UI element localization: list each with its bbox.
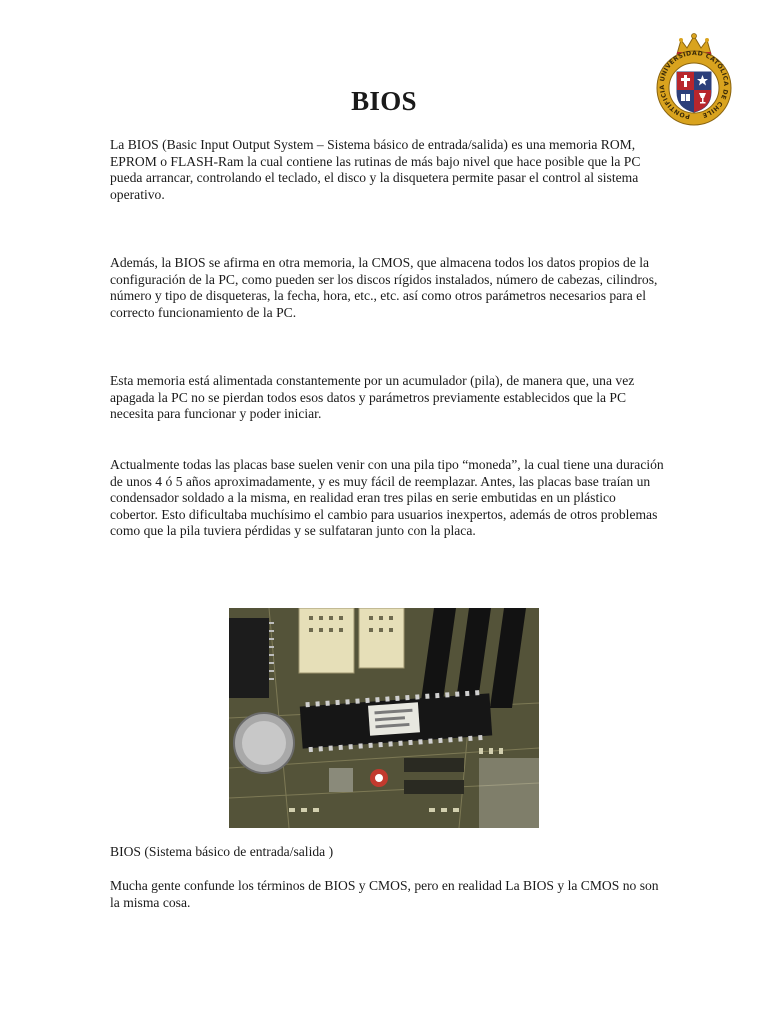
paragraph-bios-vs-cmos: Mucha gente confunde los términos de BIOS y CMOS, pero en realidad La BIOS y la CMOS no son la misma cosa. xyxy=(110,878,659,910)
bios-chip-photo xyxy=(229,608,539,828)
paragraph-bios-definition: La BIOS (Basic Input Output System – Sistema básico de entrada/salida) es una memoria ROM, EPROM o FLASH-Ram la cual contiene las rutinas de más bajo nivel que hace posible que la PC pueda arrancar, controlando el teclado, el disco y la disquetera permite pasar el control al sistema operativo. xyxy=(110,137,641,202)
motherboard-illustration xyxy=(229,608,539,828)
paragraph-coin-battery: Actualmente todas las placas base suelen venir con una pila tipo “moneda”, la cual tiene una duración de unos 4 ó 5 años aproximadamente, y es muy fácil de reemplazar. Antes, las placas base traían un condensador soldado a la misma, en realidad eran tres pilas en serie embutidas en un plástico cobertor. Esto dificultaba muchísimo el cambio para usuarios inexpertos, además de otros problemas como que la pila tuviera pérdidas y se sulfataran junto con la placa. xyxy=(110,457,664,539)
paragraph-battery: Esta memoria está alimentada constantemente por un acumulador (pila), de manera que, una vez apagada la PC no se pierdan todos esos datos y parámetros previamente establecidos que la PC necesita para funcionar y poder iniciar. xyxy=(110,373,635,422)
document-title: BIOS xyxy=(351,86,417,116)
svg-text:PONTIFICIA UNIVERSIDAD CATÓLIC: PONTIFICIA UNIVERSIDAD CATÓLICA DE CHILE xyxy=(658,49,730,120)
image-caption: BIOS (Sistema básico de entrada/salida ) xyxy=(110,844,334,859)
paragraph-cmos-memory: Además, la BIOS se afirma en otra memoria, la CMOS, que almacena todos los datos propios de la configuración de la PC, como pueden ser los discos rígidos instalados, número de cabezas, cilindros, número y tipo de disqueteras, la fecha, hora, etc., etc. así como otros parámetros necesarios para el correcto funcionamiento de la PC. xyxy=(110,255,658,320)
